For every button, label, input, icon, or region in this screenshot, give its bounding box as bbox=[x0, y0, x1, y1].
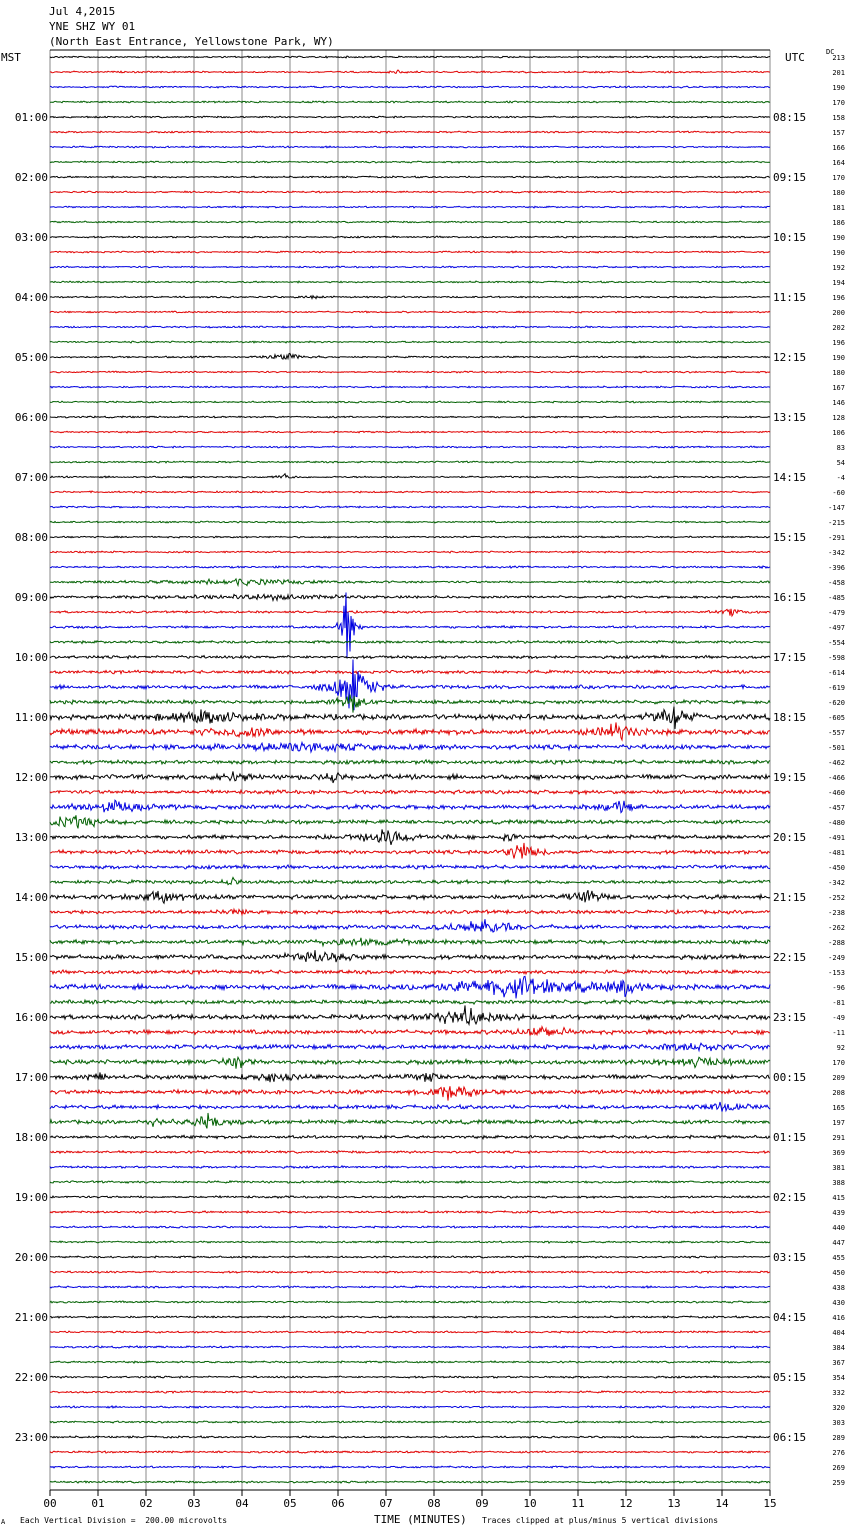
dc-offset-label: -480 bbox=[828, 819, 845, 827]
trace-64 bbox=[50, 1005, 770, 1024]
right-hour-label-05:15: 05:15 bbox=[773, 1371, 807, 1384]
trace-43 bbox=[50, 695, 770, 713]
x-axis-title: TIME (MINUTES) bbox=[374, 1513, 467, 1526]
trace-41 bbox=[50, 670, 770, 674]
right-hour-label-23:15: 23:15 bbox=[773, 1011, 807, 1024]
trace-93 bbox=[50, 1451, 770, 1453]
dc-offset-label: -252 bbox=[828, 894, 845, 902]
trace-62 bbox=[50, 976, 770, 998]
trace-17 bbox=[50, 311, 770, 313]
dc-offset-label: -11 bbox=[832, 1029, 845, 1037]
dc-offset-label: 128 bbox=[832, 414, 845, 422]
dc-offset-label: 213 bbox=[832, 54, 845, 62]
dc-offset-label: -238 bbox=[828, 909, 845, 917]
dc-offset-label: -458 bbox=[828, 579, 845, 587]
trace-0 bbox=[50, 56, 770, 58]
dc-offset-label: 369 bbox=[832, 1149, 845, 1157]
dc-offset-label: 430 bbox=[832, 1299, 845, 1307]
dc-offset-label: 106 bbox=[832, 429, 845, 437]
dc-offset-label: 92 bbox=[836, 1044, 845, 1052]
left-timezone-label: MST bbox=[1, 51, 21, 64]
dc-offset-label: -466 bbox=[828, 774, 845, 782]
trace-15 bbox=[50, 281, 770, 283]
right-hour-label-09:15: 09:15 bbox=[773, 171, 807, 184]
trace-89 bbox=[50, 1391, 770, 1393]
right-hour-label-00:15: 00:15 bbox=[773, 1071, 807, 1084]
left-hour-label-22:00: 22:00 bbox=[14, 1371, 48, 1384]
right-hour-label-02:15: 02:15 bbox=[773, 1191, 807, 1204]
dc-offset-label: -485 bbox=[828, 594, 845, 602]
trace-45 bbox=[50, 722, 770, 740]
x-tick-label-13: 13 bbox=[667, 1497, 681, 1510]
trace-19 bbox=[50, 341, 770, 343]
dc-offset-label: 381 bbox=[832, 1164, 845, 1172]
trace-51 bbox=[50, 815, 770, 828]
left-hour-label-05:00: 05:00 bbox=[14, 351, 48, 364]
dc-offset-label: -497 bbox=[828, 624, 845, 632]
trace-86 bbox=[50, 1346, 770, 1348]
trace-26 bbox=[50, 446, 770, 448]
trace-37 bbox=[50, 609, 770, 616]
dc-offset-label: 354 bbox=[832, 1374, 845, 1382]
dc-offset-label: 388 bbox=[832, 1179, 845, 1187]
left-hour-label-15:00: 15:00 bbox=[14, 951, 48, 964]
trace-66 bbox=[50, 1043, 770, 1051]
trace-31 bbox=[50, 521, 770, 523]
clip-note: Traces clipped at plus/minus 5 vertical divisions bbox=[482, 1516, 719, 1525]
dc-offset-label: 439 bbox=[832, 1209, 845, 1217]
left-hour-label-08:00: 08:00 bbox=[14, 531, 48, 544]
dc-offset-label: 186 bbox=[832, 219, 845, 227]
right-hour-label-18:15: 18:15 bbox=[773, 711, 807, 724]
trace-48 bbox=[50, 771, 770, 783]
dc-offset-label: 202 bbox=[832, 324, 845, 332]
date-label: Jul 4,2015 bbox=[49, 5, 116, 18]
trace-58 bbox=[50, 919, 770, 932]
dc-offset-label: -396 bbox=[828, 564, 845, 572]
trace-84 bbox=[50, 1316, 770, 1318]
right-hour-label-22:15: 22:15 bbox=[773, 951, 807, 964]
trace-35 bbox=[50, 579, 770, 586]
trace-30 bbox=[50, 506, 770, 508]
dc-offset-label: -462 bbox=[828, 759, 845, 767]
x-tick-label-00: 00 bbox=[43, 1497, 57, 1510]
dc-offset-label: 166 bbox=[832, 144, 845, 152]
dc-offset-label: 194 bbox=[832, 279, 845, 287]
dc-offset-label: 157 bbox=[832, 129, 845, 137]
trace-57 bbox=[50, 909, 770, 914]
dc-offset-label: -501 bbox=[828, 744, 845, 752]
trace-90 bbox=[50, 1406, 770, 1408]
x-tick-label-04: 04 bbox=[235, 1497, 249, 1510]
x-tick-label-09: 09 bbox=[475, 1497, 489, 1510]
x-tick-label-08: 08 bbox=[427, 1497, 441, 1510]
trace-80 bbox=[50, 1256, 770, 1258]
trace-38 bbox=[50, 593, 770, 658]
dc-offset-label: -620 bbox=[828, 699, 845, 707]
trace-18 bbox=[50, 326, 770, 328]
trace-25 bbox=[50, 431, 770, 433]
trace-83 bbox=[50, 1301, 770, 1303]
trace-23 bbox=[50, 401, 770, 403]
dc-offset-label: -450 bbox=[828, 864, 845, 872]
dc-offset-label: 415 bbox=[832, 1194, 845, 1202]
dc-offset-label: 450 bbox=[832, 1269, 845, 1277]
dc-offset-label: 192 bbox=[832, 264, 845, 272]
x-tick-label-05: 05 bbox=[283, 1497, 297, 1510]
right-hour-label-12:15: 12:15 bbox=[773, 351, 807, 364]
x-tick-label-01: 01 bbox=[91, 1497, 105, 1510]
trace-4 bbox=[50, 116, 770, 118]
left-hour-label-09:00: 09:00 bbox=[14, 591, 48, 604]
trace-77 bbox=[50, 1211, 770, 1213]
right-hour-label-21:15: 21:15 bbox=[773, 891, 807, 904]
trace-50 bbox=[50, 800, 770, 812]
station-label: YNE SHZ WY 01 bbox=[49, 20, 136, 33]
dc-offset-header: DC bbox=[826, 48, 835, 56]
trace-95 bbox=[50, 1481, 770, 1483]
dc-offset-label: 196 bbox=[832, 339, 845, 347]
dc-offset-label: 181 bbox=[832, 204, 845, 212]
trace-91 bbox=[50, 1421, 770, 1423]
trace-54 bbox=[50, 865, 770, 869]
dc-offset-label: 303 bbox=[832, 1419, 845, 1427]
left-hour-label-14:00: 14:00 bbox=[14, 891, 48, 904]
right-hour-label-20:15: 20:15 bbox=[773, 831, 807, 844]
dc-offset-label: 416 bbox=[832, 1314, 845, 1322]
dc-offset-label: -457 bbox=[828, 804, 845, 812]
seismic-traces bbox=[50, 56, 770, 1483]
dc-offset-label: -147 bbox=[828, 504, 845, 512]
x-tick-label-10: 10 bbox=[523, 1497, 537, 1510]
dc-offset-label: -60 bbox=[832, 489, 845, 497]
trace-13 bbox=[50, 251, 770, 253]
trace-72 bbox=[50, 1135, 770, 1139]
trace-2 bbox=[50, 86, 770, 88]
trace-46 bbox=[50, 743, 770, 752]
trace-69 bbox=[50, 1086, 770, 1100]
left-hour-label-23:00: 23:00 bbox=[14, 1431, 48, 1444]
left-hour-label-01:00: 01:00 bbox=[14, 111, 48, 124]
left-hour-label-13:00: 13:00 bbox=[14, 831, 48, 844]
x-tick-label-03: 03 bbox=[187, 1497, 201, 1510]
dc-offset-label: 200 bbox=[832, 309, 845, 317]
dc-offset-label: 289 bbox=[832, 1434, 845, 1442]
axis-labels bbox=[15, 54, 845, 1510]
dc-offset-label: -291 bbox=[828, 534, 845, 542]
trace-55 bbox=[50, 878, 770, 885]
left-hour-label-16:00: 16:00 bbox=[14, 1011, 48, 1024]
right-hour-label-16:15: 16:15 bbox=[773, 591, 807, 604]
left-hour-label-03:00: 03:00 bbox=[14, 231, 48, 244]
trace-74 bbox=[50, 1166, 770, 1168]
right-hour-label-14:15: 14:15 bbox=[773, 471, 807, 484]
trace-7 bbox=[50, 161, 770, 163]
dc-offset-label: 165 bbox=[832, 1104, 845, 1112]
trace-67 bbox=[50, 1057, 770, 1068]
trace-70 bbox=[50, 1102, 770, 1112]
left-hour-label-07:00: 07:00 bbox=[14, 471, 48, 484]
dc-offset-label: 201 bbox=[832, 69, 845, 77]
trace-63 bbox=[50, 1000, 770, 1004]
dc-offset-label: 269 bbox=[832, 1464, 845, 1472]
dc-offset-label: 180 bbox=[832, 189, 845, 197]
trace-78 bbox=[50, 1226, 770, 1228]
trace-71 bbox=[50, 1113, 770, 1128]
trace-79 bbox=[50, 1241, 770, 1243]
trace-22 bbox=[50, 386, 770, 388]
dc-offset-label: -249 bbox=[828, 954, 845, 962]
x-tick-label-11: 11 bbox=[571, 1497, 585, 1510]
dc-offset-label: -598 bbox=[828, 654, 845, 662]
trace-16 bbox=[50, 296, 770, 299]
dc-offset-label: 447 bbox=[832, 1239, 845, 1247]
x-tick-label-02: 02 bbox=[139, 1497, 153, 1510]
x-tick-label-06: 06 bbox=[331, 1497, 345, 1510]
dc-offset-label: -614 bbox=[828, 669, 845, 677]
dc-offset-label: 332 bbox=[832, 1389, 845, 1397]
trace-34 bbox=[50, 566, 770, 568]
trace-92 bbox=[50, 1436, 770, 1438]
trace-81 bbox=[50, 1271, 770, 1273]
left-hour-label-12:00: 12:00 bbox=[14, 771, 48, 784]
trace-47 bbox=[50, 760, 770, 764]
right-hour-label-06:15: 06:15 bbox=[773, 1431, 807, 1444]
trace-3 bbox=[50, 101, 770, 103]
dc-offset-label: -342 bbox=[828, 879, 845, 887]
dc-offset-label: 54 bbox=[836, 459, 845, 467]
dc-offset-label: 164 bbox=[832, 159, 845, 167]
dc-offset-label: 438 bbox=[832, 1284, 845, 1292]
trace-73 bbox=[50, 1151, 770, 1154]
left-hour-label-06:00: 06:00 bbox=[14, 411, 48, 424]
trace-14 bbox=[50, 266, 770, 268]
trace-60 bbox=[50, 950, 770, 962]
dc-offset-label: 167 bbox=[832, 384, 845, 392]
dc-offset-label: 190 bbox=[832, 234, 845, 242]
dc-offset-label: 197 bbox=[832, 1119, 845, 1127]
dc-offset-label: 208 bbox=[832, 1089, 845, 1097]
dc-offset-label: -4 bbox=[836, 474, 845, 482]
trace-87 bbox=[50, 1361, 770, 1363]
trace-36 bbox=[50, 594, 770, 600]
trace-33 bbox=[50, 551, 770, 553]
x-tick-label-07: 07 bbox=[379, 1497, 393, 1510]
dc-offset-label: 276 bbox=[832, 1449, 845, 1457]
dc-offset-label: -342 bbox=[828, 549, 845, 557]
trace-76 bbox=[50, 1196, 770, 1198]
dc-offset-label: -81 bbox=[832, 999, 845, 1007]
trace-1 bbox=[50, 70, 770, 73]
right-timezone-label: UTC bbox=[785, 51, 805, 64]
trace-52 bbox=[50, 829, 770, 845]
right-hour-label-17:15: 17:15 bbox=[773, 651, 807, 664]
dc-offset-label: 146 bbox=[832, 399, 845, 407]
dc-offset-label: 367 bbox=[832, 1359, 845, 1367]
location-label: (North East Entrance, Yellowstone Park, WY) bbox=[49, 35, 334, 48]
trace-49 bbox=[50, 790, 770, 794]
dc-offset-label: -619 bbox=[828, 684, 845, 692]
trace-29 bbox=[50, 491, 770, 493]
left-hour-label-02:00: 02:00 bbox=[14, 171, 48, 184]
trace-8 bbox=[50, 176, 770, 178]
dc-offset-label: 404 bbox=[832, 1329, 845, 1337]
dc-offset-label: -491 bbox=[828, 834, 845, 842]
left-hour-label-17:00: 17:00 bbox=[14, 1071, 48, 1084]
dc-offset-label: 190 bbox=[832, 84, 845, 92]
dc-offset-label: 320 bbox=[832, 1404, 845, 1412]
trace-44 bbox=[50, 707, 770, 729]
trace-56 bbox=[50, 890, 770, 903]
left-hour-label-19:00: 19:00 bbox=[14, 1191, 48, 1204]
dc-offset-label: -481 bbox=[828, 849, 845, 857]
dc-offset-label: -288 bbox=[828, 939, 845, 947]
right-hour-label-01:15: 01:15 bbox=[773, 1131, 807, 1144]
trace-59 bbox=[50, 938, 770, 946]
dc-offset-label: 190 bbox=[832, 249, 845, 257]
dc-offset-label: 180 bbox=[832, 369, 845, 377]
dc-offset-label: 158 bbox=[832, 114, 845, 122]
dc-offset-label: -49 bbox=[832, 1014, 845, 1022]
x-tick-label-14: 14 bbox=[715, 1497, 729, 1510]
dc-offset-label: 291 bbox=[832, 1134, 845, 1142]
trace-82 bbox=[50, 1286, 770, 1288]
dc-offset-label: 259 bbox=[832, 1479, 845, 1487]
dc-offset-label: 209 bbox=[832, 1074, 845, 1082]
dc-offset-label: 190 bbox=[832, 354, 845, 362]
right-hour-label-11:15: 11:15 bbox=[773, 291, 807, 304]
trace-28 bbox=[50, 474, 770, 478]
left-hour-label-10:00: 10:00 bbox=[14, 651, 48, 664]
dc-offset-label: 455 bbox=[832, 1254, 845, 1262]
x-tick-label-12: 12 bbox=[619, 1497, 633, 1510]
trace-27 bbox=[50, 461, 770, 463]
trace-24 bbox=[50, 416, 770, 418]
trace-9 bbox=[50, 191, 770, 193]
trace-10 bbox=[50, 206, 770, 208]
trace-11 bbox=[50, 221, 770, 223]
trace-88 bbox=[50, 1376, 770, 1378]
right-hour-label-03:15: 03:15 bbox=[773, 1251, 807, 1264]
trace-94 bbox=[50, 1466, 770, 1468]
trace-21 bbox=[50, 371, 770, 373]
dc-offset-label: 196 bbox=[832, 294, 845, 302]
trace-12 bbox=[50, 236, 770, 238]
left-hour-label-04:00: 04:00 bbox=[14, 291, 48, 304]
dc-offset-label: 83 bbox=[836, 444, 845, 452]
dc-offset-label: 170 bbox=[832, 99, 845, 107]
trace-53 bbox=[50, 843, 770, 859]
dc-offset-label: -262 bbox=[828, 924, 845, 932]
trace-6 bbox=[50, 146, 770, 148]
trace-75 bbox=[50, 1181, 770, 1183]
right-hour-label-10:15: 10:15 bbox=[773, 231, 807, 244]
left-hour-label-21:00: 21:00 bbox=[14, 1311, 48, 1324]
right-hour-label-04:15: 04:15 bbox=[773, 1311, 807, 1324]
left-hour-label-18:00: 18:00 bbox=[14, 1131, 48, 1144]
left-hour-label-11:00: 11:00 bbox=[14, 711, 48, 724]
dc-offset-label: 384 bbox=[832, 1344, 845, 1352]
dc-offset-label: -557 bbox=[828, 729, 845, 737]
trace-32 bbox=[50, 536, 770, 538]
right-hour-label-13:15: 13:15 bbox=[773, 411, 807, 424]
scale-note: Each Vertical Division = 200.00 microvolts bbox=[20, 1516, 228, 1525]
dc-offset-label: 170 bbox=[832, 1059, 845, 1067]
right-hour-label-08:15: 08:15 bbox=[773, 111, 807, 124]
trace-65 bbox=[50, 1027, 770, 1036]
dc-offset-label: -153 bbox=[828, 969, 845, 977]
dc-offset-label: -554 bbox=[828, 639, 845, 647]
trace-68 bbox=[50, 1073, 770, 1083]
right-hour-label-15:15: 15:15 bbox=[773, 531, 807, 544]
trace-5 bbox=[50, 131, 770, 133]
dc-offset-label: -605 bbox=[828, 714, 845, 722]
left-hour-label-20:00: 20:00 bbox=[14, 1251, 48, 1264]
dc-offset-label: -96 bbox=[832, 984, 845, 992]
trace-20 bbox=[50, 354, 770, 360]
dc-offset-label: 170 bbox=[832, 174, 845, 182]
dc-offset-label: -460 bbox=[828, 789, 845, 797]
dc-offset-label: -215 bbox=[828, 519, 845, 527]
x-tick-label-15: 15 bbox=[763, 1497, 777, 1510]
right-hour-label-19:15: 19:15 bbox=[773, 771, 807, 784]
trace-40 bbox=[50, 655, 770, 658]
trace-39 bbox=[50, 641, 770, 644]
corner-mark: A bbox=[1, 1518, 6, 1526]
trace-85 bbox=[50, 1331, 770, 1333]
trace-61 bbox=[50, 970, 770, 974]
dc-offset-label: -479 bbox=[828, 609, 845, 617]
dc-offset-label: 440 bbox=[832, 1224, 845, 1232]
